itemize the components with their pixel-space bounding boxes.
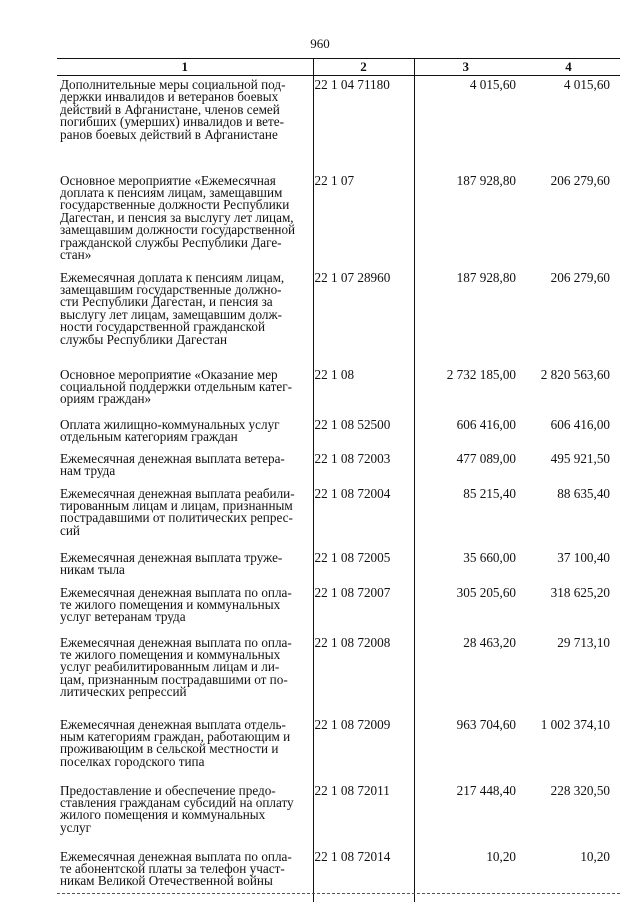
row-value-4: 10,20: [580, 848, 610, 864]
page-number: 960: [310, 36, 330, 51]
column-header-1: 1: [57, 59, 313, 76]
row-value-3: 305 205,60: [456, 584, 516, 600]
bottom-rule: [57, 893, 620, 894]
row-code: 22 1 08 72003: [313, 450, 414, 485]
table-row: [57, 172, 620, 269]
row-name: Ежемесячная денежная выплата ветера- нам труда: [57, 450, 313, 485]
row-value-4: 318 625,20: [550, 584, 610, 600]
row-code: 22 1 08 72009: [313, 716, 414, 782]
row-value-4: 4 015,60: [563, 77, 610, 92]
table-row: [57, 716, 620, 782]
row-value-3: 28 463,20: [463, 634, 516, 650]
row-value-3: 187 928,80: [456, 172, 516, 188]
table-header: [57, 59, 620, 76]
column-header-2: 2: [313, 59, 414, 76]
row-value-3: 10,20: [486, 848, 516, 864]
table-row: [57, 584, 620, 634]
row-value-3: 606 416,00: [456, 416, 516, 432]
row-code: 22 1 08 72004: [313, 485, 414, 549]
row-value-4: 37 100,40: [557, 549, 610, 565]
table-row: [57, 549, 620, 584]
row-name: Ежемесячная денежная выплата по опла- те жилого помещения и коммунальных услуг реабилитированным лицам и ли- цам, признанным пострадавшими от по- литических репрессий: [57, 634, 313, 716]
row-name: Ежемесячная денежная выплата реабили- тированным лицам и лицам, признанным пострадавшими от политических репрес- сий: [57, 485, 313, 549]
row-value-3: 187 928,80: [456, 269, 516, 285]
row-name: Ежемесячная денежная выплата труже- никам тыла: [57, 549, 313, 584]
row-value-3: 4 015,60: [469, 77, 516, 92]
column-header-4: 4: [517, 59, 620, 76]
row-name: Ежемесячная денежная выплата по опла- те жилого помещения и коммунальных услуг ветеранам труда: [57, 584, 313, 634]
row-value-4: 606 416,00: [550, 416, 610, 432]
budget-table: [57, 58, 620, 902]
row-name: Ежемесячная денежная выплата отдель- ным категориям граждан, работающим и проживающим в сельской местности и поселках городского типа: [57, 716, 313, 782]
table-row: [57, 366, 620, 416]
row-value-3: 2 732 185,00: [446, 366, 516, 382]
row-value-4: 206 279,60: [550, 172, 610, 188]
row-name: Основное мероприятие «Ежемесячная доплата к пенсиям лицам, замещавшим государственные должности Республики Дагестан, и пенсия за выслугу лет лицам, замещавшим должности государственной гражданской службы Республики Даге- стан»: [57, 172, 313, 269]
table-row: [57, 782, 620, 848]
row-code: 22 1 08: [313, 366, 414, 416]
row-name: Дополнительные меры социальной под- держки инвалидов и ветеранов боевых действий в Афганистане, членов семей погибших (умерших) инвалидов и вете- ранов боевых действий в Афганистане: [57, 76, 313, 172]
row-code: 22 1 08 72007: [313, 584, 414, 634]
row-value-4: 29 713,10: [557, 634, 610, 650]
row-value-4: 2 820 563,60: [540, 366, 610, 382]
row-value-3: 217 448,40: [456, 782, 516, 798]
row-name: Основное мероприятие «Оказание мер социальной поддержки отдельным катег- ориям граждан»: [57, 366, 313, 416]
row-value-3: 963 704,60: [456, 716, 516, 732]
header-row: [57, 59, 620, 76]
row-value-3: 35 660,00: [463, 549, 516, 565]
table-row: [57, 269, 620, 366]
row-value-3: 477 089,00: [456, 450, 516, 466]
table-row: [57, 416, 620, 450]
row-value-4: 1 002 374,10: [540, 716, 610, 732]
row-code: 22 1 07 28960: [313, 269, 414, 366]
table-row: [57, 485, 620, 549]
row-code: 22 1 08 72014: [313, 848, 414, 902]
row-code: 22 1 08 72005: [313, 549, 414, 584]
row-code: 22 1 08 52500: [313, 416, 414, 450]
column-header-3: 3: [414, 59, 517, 76]
row-value-4: 206 279,60: [550, 269, 610, 285]
row-code: 22 1 04 71180: [313, 76, 414, 172]
row-name: Оплата жилищно-коммунальных услуг отдельным категориям граждан: [57, 416, 313, 450]
table-body: [57, 76, 620, 902]
row-name: Предоставление и обеспечение предо- ставления гражданам субсидий на оплату жилого помещения и коммунальных услуг: [57, 782, 313, 848]
row-value-4: 228 320,50: [550, 782, 610, 798]
row-value-4: 88 635,40: [557, 485, 610, 501]
table-row: [57, 634, 620, 716]
row-code: 22 1 07: [313, 172, 414, 269]
row-name: Ежемесячная денежная выплата по опла- те абонентской платы за телефон участ- никам Великой Отечественной войны: [57, 848, 313, 902]
row-value-3: 85 215,40: [463, 485, 516, 501]
table-row: [57, 76, 620, 172]
row-value-4: 495 921,50: [550, 450, 610, 466]
table-row: [57, 450, 620, 485]
row-code: 22 1 08 72008: [313, 634, 414, 716]
row-name: Ежемесячная доплата к пенсиям лицам, замещавшим государственные должно- сти Республики Дагестан, и пенсия за выслугу лет лицам, замещавшим долж- ности государственной гражданской службы Республики Дагестан: [57, 269, 313, 366]
row-code: 22 1 08 72011: [313, 782, 414, 848]
